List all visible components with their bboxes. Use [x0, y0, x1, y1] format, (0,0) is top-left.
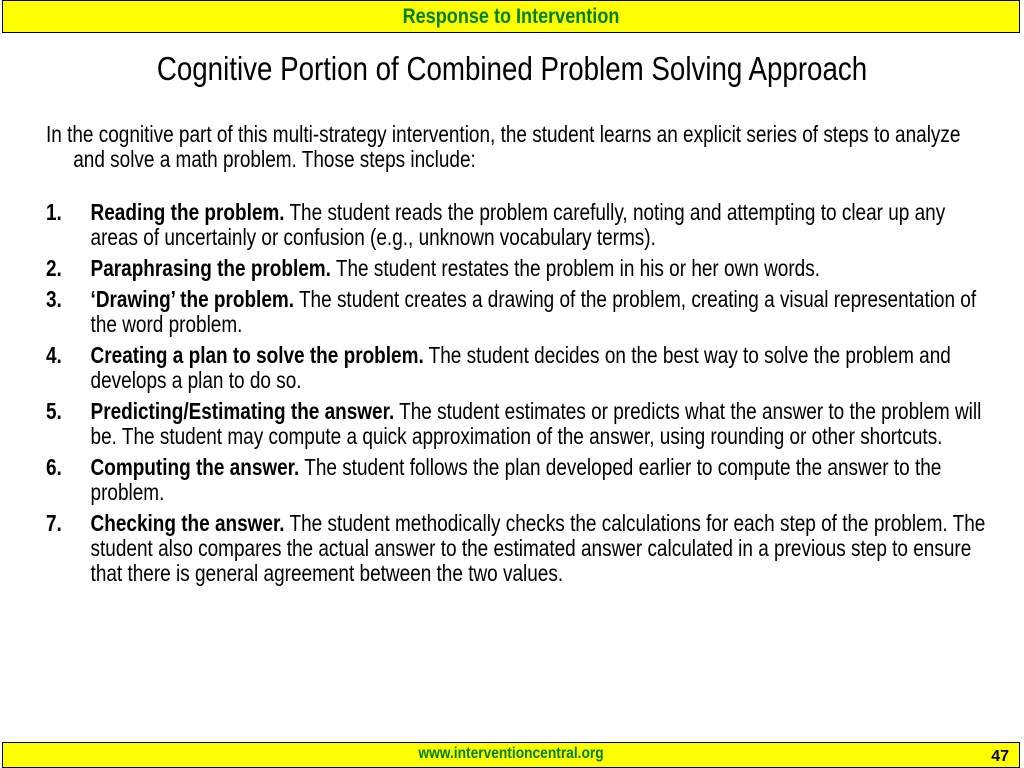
- step-description: The student follows the plan developed earlier to compute the answer to the problem.: [90, 454, 942, 505]
- step-name: Computing the answer.: [90, 454, 300, 480]
- step-description: The student methodically checks the calculations for each step of the problem. The student also compares the actual answer to the estimated answer calculated in a previous step to ensure that there is general agreement between the two values.: [90, 510, 986, 586]
- step-number: 5.: [46, 398, 62, 424]
- step-item: [46, 511, 995, 586]
- step-description: The student restates the problem in his or her own words.: [330, 255, 821, 281]
- header-banner: [2, 0, 1020, 33]
- step-description: The student estimates or predicts what the answer to the problem will be. The student may compute a quick approximation of the answer, using rounding or other shortcuts.: [90, 398, 982, 449]
- intro-paragraph: In the cognitive part of this multi-strategy intervention, the student learns an explicit series of steps to analyze and solve a math problem. Those steps include:: [46, 121, 961, 172]
- step-name: Checking the answer.: [90, 510, 285, 536]
- step-number: 3.: [46, 286, 62, 312]
- footer-url-link[interactable]: www.interventioncentral.org: [418, 745, 604, 762]
- slide-title: Cognitive Portion of Combined Problem Solving Approach: [156, 50, 868, 87]
- header-title: Response to Intervention: [402, 4, 620, 28]
- step-description: The student reads the problem carefully, noting and attempting to clear up any areas of uncertainly or confusion (e.g., unknown vocabulary terms).: [90, 199, 946, 250]
- steps-list: [46, 200, 995, 586]
- step-number: 4.: [46, 342, 62, 368]
- step-item: [46, 200, 995, 250]
- step-number: 1.: [46, 199, 62, 225]
- step-name: Creating a plan to solve the problem.: [90, 342, 424, 368]
- step-name: Predicting/Estimating the answer.: [90, 398, 395, 424]
- step-description: The student decides on the best way to solve the problem and develops a plan to do so.: [90, 342, 951, 393]
- step-name: Reading the problem.: [90, 199, 285, 225]
- step-item: [46, 256, 995, 281]
- step-item: [46, 399, 995, 449]
- step-description: The student creates a drawing of the problem, creating a visual representation of the word problem.: [90, 286, 977, 337]
- footer-banner: [2, 742, 1020, 768]
- step-number: 7.: [46, 510, 62, 536]
- step-name: ‘Drawing’ the problem.: [90, 286, 295, 312]
- page-number: 47: [991, 748, 1009, 765]
- step-name: Paraphrasing the problem.: [90, 255, 331, 281]
- step-number: 6.: [46, 454, 62, 480]
- step-item: [46, 343, 995, 393]
- step-item: [46, 455, 995, 505]
- slide-content: [46, 122, 995, 592]
- step-item: [46, 287, 995, 337]
- step-number: 2.: [46, 255, 62, 281]
